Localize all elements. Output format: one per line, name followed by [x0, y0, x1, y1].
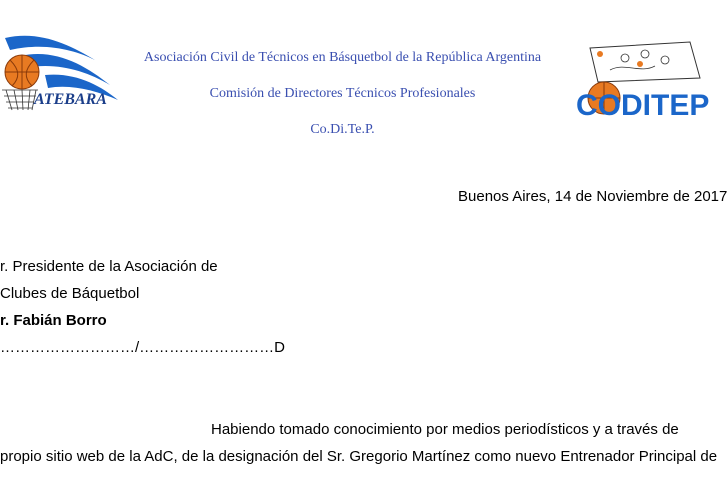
atebara-logo: [0, 30, 125, 130]
recipient-address-line: ………………………/………………………D: [0, 339, 285, 356]
recipient-title: r. Presidente de la Asociación de: [0, 258, 218, 275]
recipient-organization: Clubes de Báquetbol: [0, 285, 140, 302]
recipient-name: r. Fabián Borro: [0, 312, 107, 329]
commission-name: Comisión de Directores Técnicos Profesionales: [209, 86, 476, 101]
body-paragraph-line-1: Habiendo tomado conocimiento por medios periodísticos y a través de: [211, 421, 679, 438]
svg-text:ATEBARA: ATEBARA: [34, 91, 107, 108]
organization-abbr: Co.Di.Te.P.: [310, 122, 375, 137]
coditep-logo: [570, 40, 727, 132]
organization-name: Asociación Civil de Técnicos en Básquetbol de la República Argentina: [143, 50, 542, 65]
body-paragraph-line-2: propio sitio web de la AdC, de la designación del Sr. Gregorio Martínez como nuevo Entrenador Principal de: [0, 448, 718, 465]
letter-date: Buenos Aires, 14 de Noviembre de 2017: [458, 188, 727, 205]
svg-text:CODITEP: CODITEP: [576, 89, 710, 122]
